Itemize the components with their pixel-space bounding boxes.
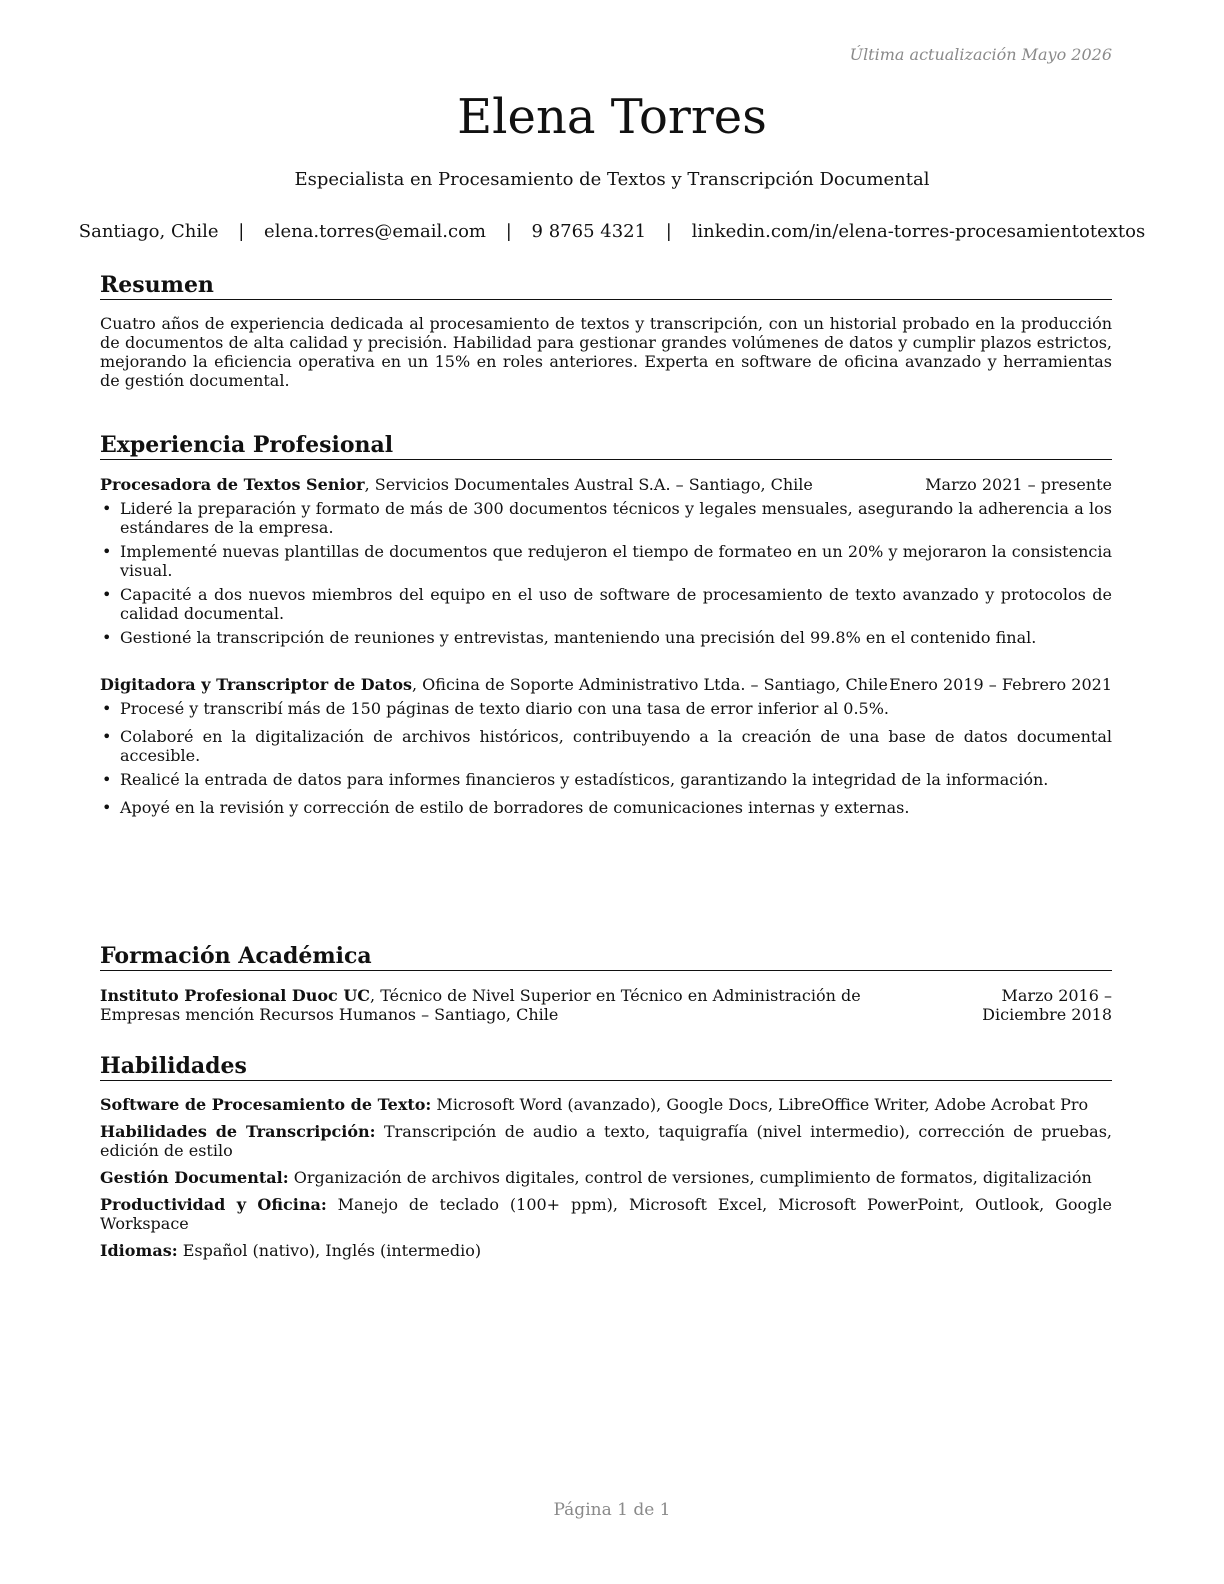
job-bullets <box>100 499 1112 647</box>
contact-location: Santiago, Chile <box>78 221 219 242</box>
summary-section <box>100 271 1112 390</box>
job-bullet: • Realicé la entrada de datos para informes financieros y estadísticos, garantizando la integridad de la información. <box>100 770 1112 789</box>
candidate-name: Elena Torres <box>457 89 767 145</box>
job-dates: Enero 2019 – Febrero 2021 <box>889 675 1112 694</box>
education-heading: Formación Académica <box>100 942 1112 971</box>
job-bullet: • Gestioné la transcripción de reuniones y entrevistas, manteniendo una precisión del 99.8% en el contenido final. <box>100 628 1112 647</box>
contact-separator: | <box>238 221 245 242</box>
skill-label: Gestión Documental: <box>100 1168 289 1187</box>
skill-item <box>100 1095 1112 1114</box>
contact-line <box>0 219 1224 245</box>
job-dates: Marzo 2021 – presente <box>925 475 1112 494</box>
job-bullet: • Procesé y transcribí más de 150 páginas de texto diario con una tasa de error inferior al 0.5%. <box>100 699 1112 718</box>
skill-label: Habilidades de Transcripción: <box>100 1122 376 1141</box>
job-header <box>100 475 1112 494</box>
job-header <box>100 675 1112 694</box>
skill-item <box>100 1241 1112 1260</box>
experience-section <box>100 431 1112 817</box>
job-bullet: • Apoyé en la revisión y corrección de estilo de borradores de comunicaciones internas y externas. <box>100 798 1112 817</box>
skill-item <box>100 1168 1112 1187</box>
education-dates: Marzo 2016 – Diciembre 2018 <box>982 986 1112 1024</box>
skill-label: Software de Procesamiento de Texto: <box>100 1095 432 1114</box>
skill-label: Idiomas: <box>100 1241 178 1260</box>
job-role: Procesadora de Textos Senior <box>100 475 365 494</box>
job-bullet: • Capacité a dos nuevos miembros del equipo en el uso de software de procesamiento de texto avanzado y protocolos de calidad documental. <box>100 585 1112 623</box>
education-degree: , Técnico de Nivel Superior en Técnico en Administración de Empresas mención Recursos Humanos – Santiago, Chile <box>100 986 861 1024</box>
candidate-title: Especialista en Procesamiento de Textos y Transcripción Documental <box>294 169 930 190</box>
contact-separator: | <box>505 221 512 242</box>
contact-separator: | <box>665 221 672 242</box>
summary-text: Cuatro años de experiencia dedicada al procesamiento de textos y transcripción, con un historial probado en la producción de documentos de alta calidad y precisión. Habilidad para gestionar grandes volúmenes de datos y cumplir plazos estrictos, mejorando la eficiencia operativa en un 15% en roles anteriores. Experta en software de oficina avanzado y herramientas de gestión documental. <box>100 314 1112 390</box>
contact-email[interactable]: elena.torres@email.com <box>264 221 486 242</box>
job-company: , Oficina de Soporte Administrativo Ltda. – Santiago, Chile <box>412 675 888 694</box>
skill-item <box>100 1122 1112 1160</box>
education-section <box>100 942 1112 1024</box>
skill-value: Microsoft Word (avanzado), Google Docs, LibreOffice Writer, Adobe Acrobat Pro <box>431 1095 1089 1114</box>
skill-item <box>100 1195 1112 1233</box>
job-bullet: • Colaboré en la digitalización de archivos históricos, contribuyendo a la creación de una base de datos documental accesible. <box>100 727 1112 765</box>
job-bullet: • Implementé nuevas plantillas de documentos que redujeron el tiempo de formateo en un 20% y mejoraron la consistencia visual. <box>100 542 1112 580</box>
education-institution: Instituto Profesional Duoc UC <box>100 986 371 1005</box>
skill-label: Productividad y Oficina: <box>100 1195 327 1214</box>
contact-linkedin[interactable]: linkedin.com/in/elena-torres-procesamientotextos <box>691 221 1146 242</box>
skill-value: Manejo de teclado (100+ ppm), Microsoft Excel, Microsoft PowerPoint, Outlook, Google Workspace <box>100 1195 1113 1233</box>
skill-value: Organización de archivos digitales, control de versiones, cumplimiento de formatos, digitalización <box>288 1168 1092 1187</box>
skills-section <box>100 1052 1112 1260</box>
page-number: Página 1 de 1 <box>553 1500 671 1520</box>
education-entry <box>100 986 1112 1024</box>
last-updated-note: Última actualización Mayo 2026 <box>849 45 1112 64</box>
job-entry <box>100 675 1112 817</box>
job-company: , Servicios Documentales Austral S.A. – Santiago, Chile <box>364 475 813 494</box>
contact-phone: 9 8765 4321 <box>531 221 647 242</box>
skills-heading: Habilidades <box>100 1052 1112 1081</box>
job-role: Digitadora y Transcriptor de Datos <box>100 675 412 694</box>
experience-heading: Experiencia Profesional <box>100 431 1112 460</box>
job-entry <box>100 475 1112 647</box>
job-bullet: • Lideré la preparación y formato de más de 300 documentos técnicos y legales mensuales, asegurando la adherencia a los estándares de la empresa. <box>100 499 1112 537</box>
job-bullets <box>100 699 1112 817</box>
skill-value: Español (nativo), Inglés (intermedio) <box>177 1241 482 1260</box>
skill-value: Transcripción de audio a texto, taquigrafía (nivel intermedio), corrección de pruebas, edición de estilo <box>100 1122 1112 1160</box>
summary-heading: Resumen <box>100 271 1112 300</box>
